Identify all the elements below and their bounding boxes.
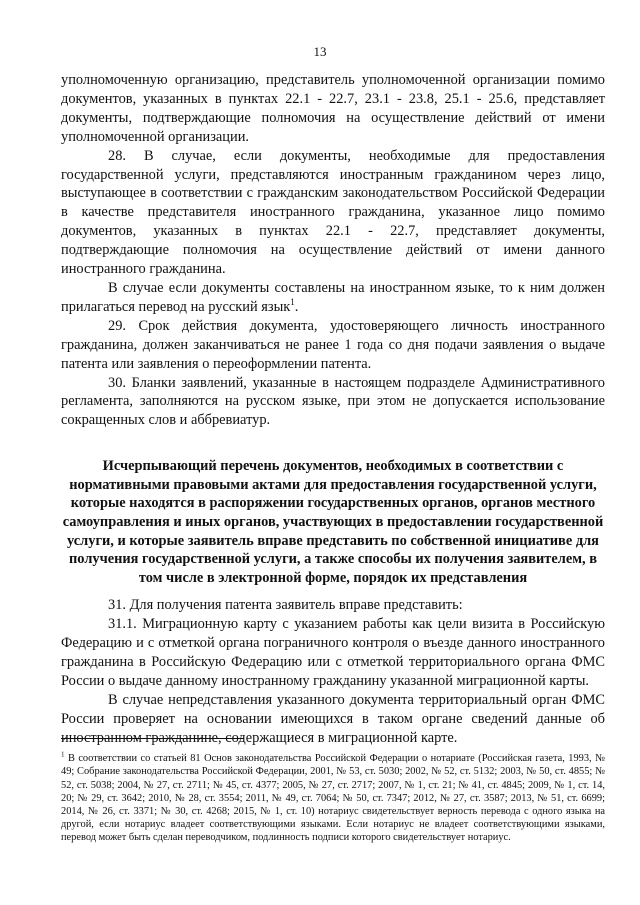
paragraph-28: 28. В случае, если документы, необходимые для предоставления государственной услуги, представляются иностранным гражданином через лицо, выступающее в соответствии с гражданским законодательством Российской Федерации в качестве представителя иностранного гражданина, указанное лицо помимо документов, указанных в пунктах 22.1 - 22.7, представляет документы, подтверждающие полномочия на осуществление действий от имени данного иностранного гражданина. <box>61 147 605 278</box>
footnote-marker: 1 <box>61 750 65 759</box>
section-heading: Исчерпывающий перечень документов, необходимых в соответствии с нормативными правовыми актами для предоставления государственной услуги, которые находятся в распоряжении государственных органов, органов местного самоуправления и иных органов, участвующих в предоставлении государственной услуги, и которые заявитель вправе представить по собственной инициативе для получения государственной услуги, а также способы их получения заявителем, в том числе в электронной форме, порядок их представления <box>62 458 604 586</box>
paragraph-30: 30. Бланки заявлений, указанные в настоящем подразделе Административного регламента, заполняются на русском языке, при этом не допускается использование сокращенных слов и аббревиатур. <box>61 374 605 429</box>
footnote-divider <box>61 738 244 739</box>
footnote-text: В соответствии со статьей 81 Основ законодательства Российской Федерации о нотариате (Российская газета, 1993, № 49; Собрание законодательства Российской Федерации, 2001, № 53, ст. 5030; 2002, № 52, ст. 5132; 2003, № 50, ст. 4855; № 52, ст. 5038; 2004, № 27, ст. 2711; № 45, ст. 4377; 2005, № 27, ст. 2717; 2007, № 1, ст. 21; № 41, ст. 4845; 2009, № 1, ст. 14, 20; № 29, ст. 3642; 2010, № 28, ст. 3554; 2011, № 49, ст. 7064; № 50, ст. 7347; 2012, № 27, ст. 3587; 2013, № 51, ст. 6699; 2014, № 26, ст. 3371; № 30, ст. 4268; 2015, № 1, ст. 10) нотариус свидетельствует верность перевода с одного языка на другой, если нотариус владеет соответствующими языками. Если нотариус не владеет соответствующими языками, перевод может быть сделан переводчиком, подлинность подписи которого свидетельствует нотариус. <box>61 753 605 843</box>
paragraph-continuation: уполномоченную организацию, представитель уполномоченной организации помимо документов, указанных в пунктах 22.1 - 22.7, 23.1 - 23.8, 25.1 - 25.6, представляет документы, подтверждающие полномочия на осуществление действий от имени уполномоченной организации. <box>61 72 605 145</box>
footnote <box>61 752 605 844</box>
paragraph-translation-text: В случае если документы составлены на иностранном языке, то к ним должен прилагаться перевод на русский язык <box>61 279 605 315</box>
paragraph-29: 29. Срок действия документа, удостоверяющего личность иностранного гражданина, должен заканчиваться не ранее 1 года со дня подачи заявления о выдаче патента или заявления о переоформлении патента. <box>61 317 605 372</box>
paragraph-31-1: 31.1. Миграционную карту с указанием работы как цели визита в Российскую Федерацию и с отметкой органа пограничного контроля о въезде данного иностранного гражданина в Российскую Федерацию или с отметкой территориального органа ФМС России о выдаче данному иностранному гражданину указанной миграционной карты. <box>61 616 605 689</box>
page-number: 13 <box>313 44 327 59</box>
paragraph-31: 31. Для получения патента заявитель вправе представить: <box>108 597 463 614</box>
paragraph-non-submission: В случае непредставления указанного документа территориальный орган ФМС России проверяет на основании имеющихся в таком органе сведений данные об иностранном гражданине, содержащиеся в миграционной карте. <box>61 691 605 746</box>
footnote-reference[interactable]: 1 <box>290 297 295 308</box>
paragraph-translation: В случае если документы составлены на иностранном языке, то к ним должен прилагаться перевод на русский язык$^1$. <box>61 279 605 315</box>
document-body <box>61 71 605 748</box>
